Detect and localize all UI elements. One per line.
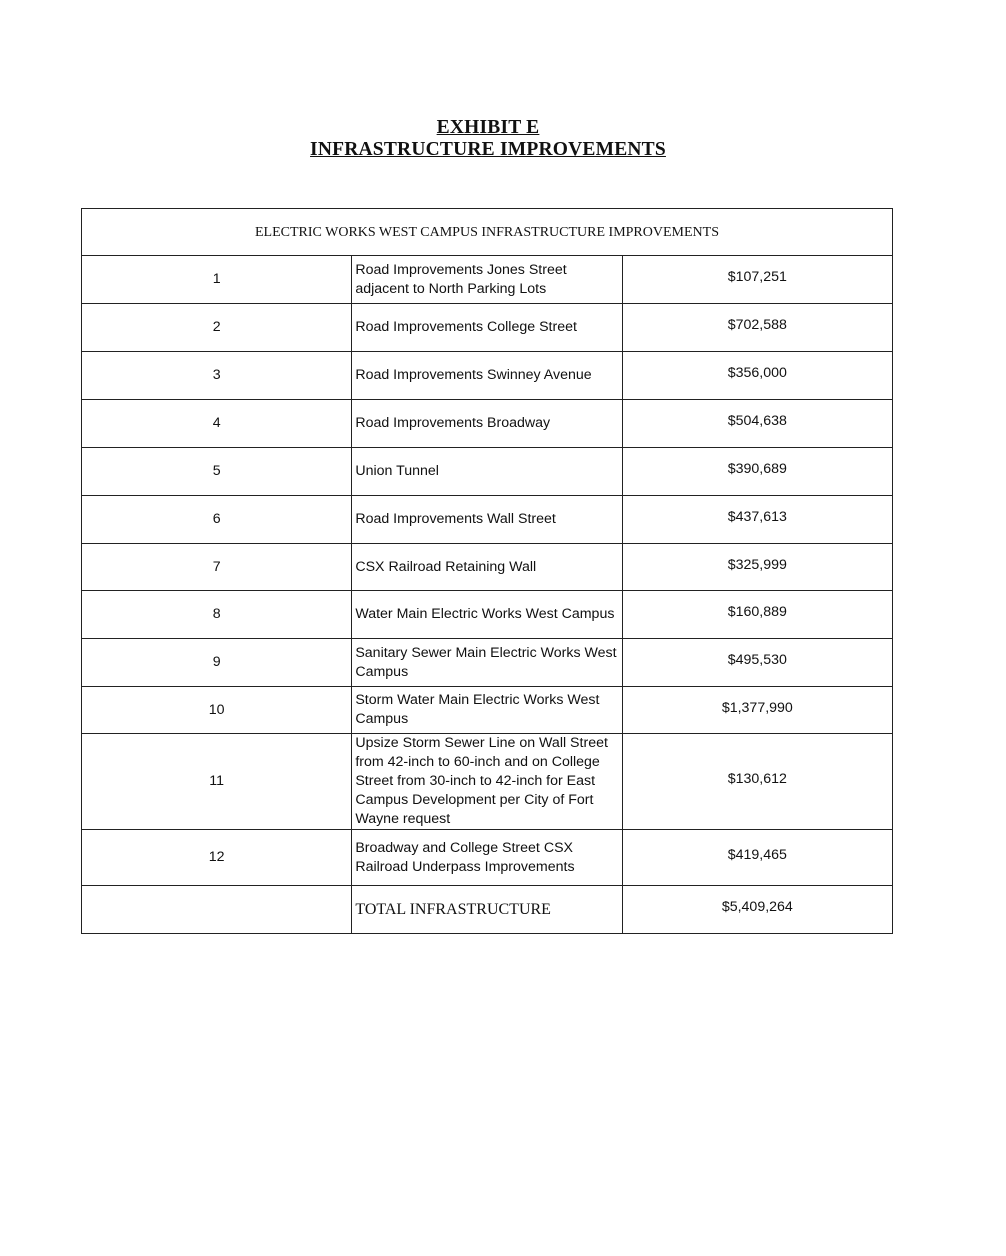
row-amount: $1,377,990 <box>622 687 892 734</box>
row-number: 12 <box>82 830 352 886</box>
row-amount: $390,689 <box>622 448 892 496</box>
row-description: Road Improvements Broadway <box>352 400 622 448</box>
total-row <box>82 886 893 934</box>
row-description: Road Improvements Wall Street <box>352 496 622 544</box>
table-row <box>82 256 893 304</box>
row-amount: $130,612 <box>622 734 892 830</box>
row-number: 5 <box>82 448 352 496</box>
table-row <box>82 304 893 352</box>
total-label: TOTAL INFRASTRUCTURE <box>352 886 622 934</box>
total-number-cell <box>82 886 352 934</box>
row-description: Broadway and College Street CSX Railroad Underpass Improvements <box>352 830 622 886</box>
row-description: Storm Water Main Electric Works West Campus <box>352 687 622 734</box>
row-description: Sanitary Sewer Main Electric Works West Campus <box>352 639 622 687</box>
row-description: Road Improvements Swinney Avenue <box>352 352 622 400</box>
row-number: 9 <box>82 639 352 687</box>
row-description: Upsize Storm Sewer Line on Wall Street from 42-inch to 60-inch and on College Street from 30-inch to 42-inch for East Campus Development per City of Fort Wayne request <box>352 734 622 830</box>
row-number: 6 <box>82 496 352 544</box>
table-header-row <box>82 209 893 256</box>
table-row <box>82 448 893 496</box>
total-amount: $5,409,264 <box>622 886 892 934</box>
row-description: CSX Railroad Retaining Wall <box>352 544 622 591</box>
row-number: 2 <box>82 304 352 352</box>
row-amount: $437,613 <box>622 496 892 544</box>
row-amount: $356,000 <box>622 352 892 400</box>
table-row <box>82 734 893 830</box>
row-number: 8 <box>82 591 352 639</box>
row-amount: $419,465 <box>622 830 892 886</box>
row-number: 11 <box>82 734 352 830</box>
table-row <box>82 830 893 886</box>
exhibit-title: EXHIBIT E <box>436 117 540 138</box>
table-header: ELECTRIC WORKS WEST CAMPUS INFRASTRUCTURE IMPROVEMENTS <box>82 209 893 256</box>
row-number: 7 <box>82 544 352 591</box>
row-number: 10 <box>82 687 352 734</box>
row-number: 3 <box>82 352 352 400</box>
row-description: Union Tunnel <box>352 448 622 496</box>
table-row <box>82 352 893 400</box>
table-row <box>82 400 893 448</box>
table-row <box>82 639 893 687</box>
row-amount: $495,530 <box>622 639 892 687</box>
row-description: Road Improvements College Street <box>352 304 622 352</box>
row-number: 4 <box>82 400 352 448</box>
row-amount: $160,889 <box>622 591 892 639</box>
row-amount: $107,251 <box>622 256 892 304</box>
row-amount: $504,638 <box>622 400 892 448</box>
row-amount: $702,588 <box>622 304 892 352</box>
exhibit-subtitle: INFRASTRUCTURE IMPROVEMENTS <box>310 139 666 160</box>
table-row <box>82 591 893 639</box>
table-row <box>82 544 893 591</box>
table-row <box>82 496 893 544</box>
table-row <box>82 687 893 734</box>
row-amount: $325,999 <box>622 544 892 591</box>
infrastructure-table <box>81 208 893 934</box>
row-number: 1 <box>82 256 352 304</box>
row-description: Water Main Electric Works West Campus <box>352 591 622 639</box>
row-description: Road Improvements Jones Street adjacent to North Parking Lots <box>352 256 622 304</box>
